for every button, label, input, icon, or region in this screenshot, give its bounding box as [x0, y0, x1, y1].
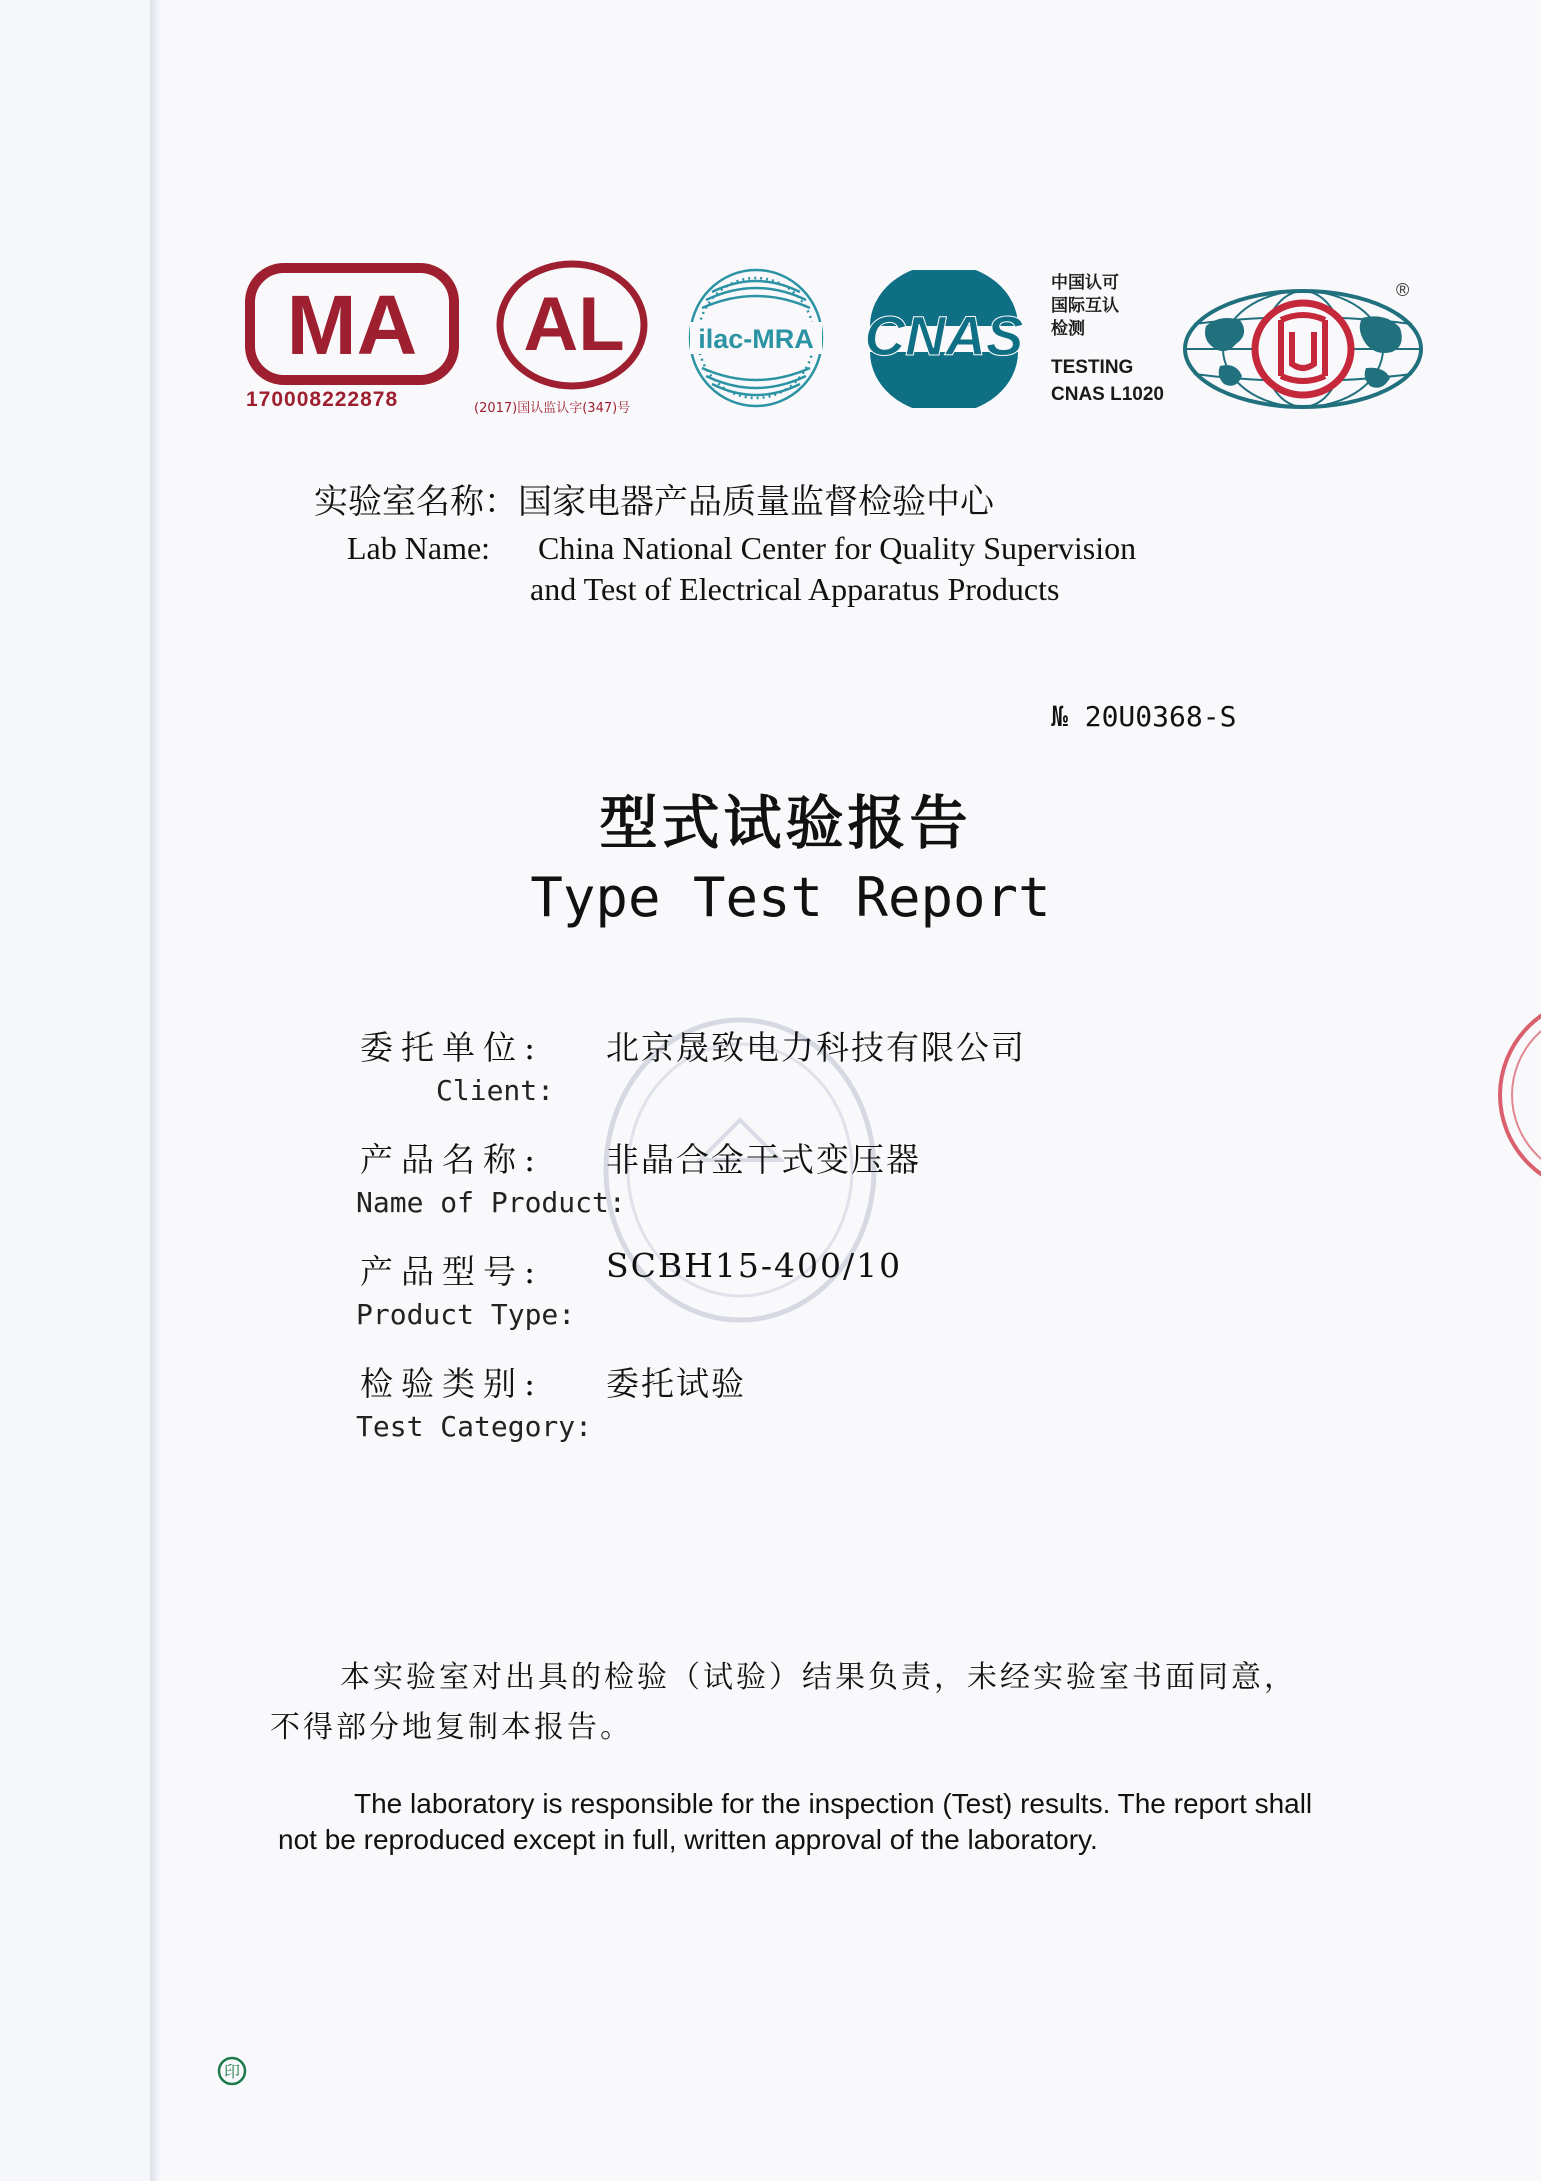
field-test-category-label-en: Test Category: [356, 1410, 593, 1443]
field-product-name-value: 非晶合金干式变压器 [606, 1140, 921, 1179]
field-product-name-label-cn: 产品名称: [360, 1140, 544, 1179]
field-product-type-label-cn: 产品型号: [360, 1252, 544, 1291]
field-product-name-label-en: Name of Product: [356, 1186, 626, 1219]
footer-print-mark [216, 2055, 248, 2087]
notice-cn-line-2: 不得部分地复制本报告。 [270, 1710, 633, 1745]
cma-logo-text: MA [286, 278, 418, 372]
field-product-type-label-en: Product Type: [356, 1298, 576, 1331]
field-test-category-value: 委托试验 [606, 1364, 746, 1403]
report-title-en: Type Test Report [530, 866, 1051, 929]
red-stamp-edge [1490, 990, 1541, 1200]
footer-print-mark-text: 印 [223, 2062, 241, 2081]
field-client-label-cn: 委托单位: [360, 1028, 544, 1067]
cqc-globe-logo [1180, 286, 1426, 412]
lab-name-en-line-1: China National Center for Quality Supervision [538, 530, 1137, 566]
lab-name-cn: 实验室名称：国家电器产品质量监督检验中心 [314, 482, 994, 522]
report-number: № 20U0368-S [1051, 700, 1237, 733]
field-product-type-value: SCBH15-400/10 [606, 1246, 903, 1285]
cal-logo [494, 258, 650, 392]
field-client-value: 北京晟致电力科技有限公司 [606, 1028, 1026, 1067]
scan-edge-shadow [150, 0, 160, 2181]
cnas-en-line-2: CNAS L1020 [1051, 384, 1164, 405]
lab-name-en-line-2: and Test of Electrical Apparatus Products [530, 571, 1060, 607]
registered-mark: ® [1396, 280, 1410, 300]
cnas-cn-line-3: 检测 [1051, 319, 1085, 339]
report-title-cn: 型式试验报告 [599, 789, 972, 857]
cnas-cn-text [1051, 272, 1119, 341]
field-test-category-label-cn: 检验类别: [360, 1364, 544, 1403]
ilac-mra-logo [684, 264, 828, 412]
notice-en-line-2: not be reproduced except in full, written approval of the laboratory. [278, 1824, 1098, 1855]
ilac-logo-text: ilac-MRA [698, 324, 814, 354]
cma-number: 170008222878 [246, 388, 399, 411]
cnas-logo [856, 270, 1032, 408]
cnas-cn-line-1: 中国认可 [1051, 273, 1119, 293]
cnas-logo-text: CNAS [864, 304, 1024, 367]
cnas-en-text [1051, 354, 1164, 408]
cnas-en-line-1: TESTING [1051, 357, 1134, 378]
notice-en-line-1: The laboratory is responsible for the inspection (Test) results. The report shall [354, 1788, 1313, 1819]
cma-logo [244, 262, 460, 386]
lab-name-en-label: Lab Name: [347, 530, 491, 566]
notice-cn-line-1: 本实验室对出具的检验（试验）结果负责，未经实验室书面同意， [340, 1660, 1297, 1695]
cnas-cn-line-2: 国际互认 [1051, 296, 1119, 316]
cal-number: (2017)国认监认字(347)号 [474, 401, 631, 416]
cal-logo-text: AL [523, 282, 625, 367]
field-client-label-en: Client: [436, 1074, 555, 1107]
